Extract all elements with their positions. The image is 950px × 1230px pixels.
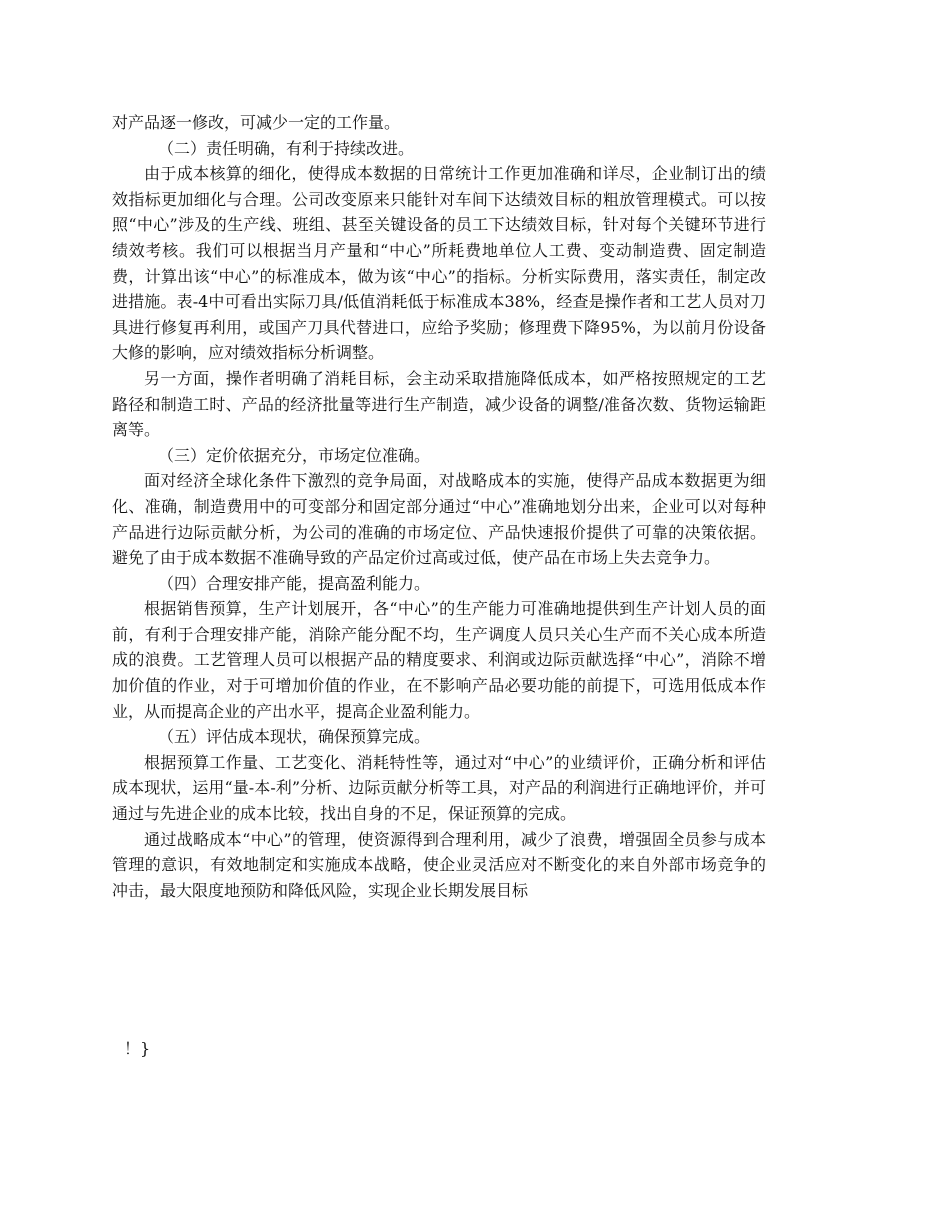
section-heading-5: （五）评估成本现状，确保预算完成。 bbox=[158, 727, 431, 747]
paragraph-pricing: 面对经济全球化条件下激烈的竞争局面，对战略成本的实施，使得产品成本数据更为细化、准确，制造费用中的可变部分和固定部分通过“中心”准确地划分出来，企业可以对每种产品进行边际贡献分析，为公司的准确的市场定位、产品快速报价提供了可靠的决策依据。避免了由于成本数据不准确导致的产品定价过高或过低，使产品在市场上失去竞争力。 bbox=[112, 471, 766, 568]
paragraph-operators: 另一方面，操作者明确了消耗目标，会主动采取措施降低成本，如严格按照规定的工艺路径和制造工时、产品的经济批量等进行生产制造，减少设备的调整/准备次数、货物运输距离等。 bbox=[112, 368, 766, 440]
paragraph-capacity: 根据销售预算，生产计划展开，各“中心”的生产能力可准确地提供到生产计划人员的面前，有利于合理安排产能，消除产能分配不均，生产调度人员只关心生产而不关心成本所造成的浪费。工艺管理人员可以根据产品的精度要求、利润或边际贡献选择“中心”，消除不增加价值的作业，对于可增加价值的作业，在不影响产品必要功能的前提下，可选用低成本作业，从而提高企业的产出水平，提高企业盈利能力。 bbox=[112, 599, 766, 721]
paragraph-conclusion: 通过战略成本“中心”的管理，使资源得到合理利用，减少了浪费，增强固全员参与成本管理的意识，有效地制定和实施成本战略，使企业灵活应对不断变化的来自外部市场竞争的冲击，最大限度地预防和降低风险，实现企业长期发展目标 bbox=[112, 829, 766, 900]
section-heading-4: （四）合理安排产能，提高盈利能力。 bbox=[158, 573, 431, 593]
paragraph-responsibility: 由于成本核算的细化，使得成本数据的日常统计工作更加准确和详尽，企业制订出的绩效指标更加细化与合理。公司改变原来只能针对车间下达绩效目标的粗放管理模式。可以按照“中心”涉及的生产线、班组、甚至关键设备的员工下达绩效目标，针对每个关键环节进行绩效考核。我们可以根据当月产量和“中心”所耗费地单位人工费、变动制造费、固定制造费，计算出该“中心”的标准成本，做为该“中心”的指标。分析实际费用，落实责任，制定改进措施。表-4中可看出实际刀具/低值消耗低于标准成本38%，经查是操作者和工艺人员对刀具进行修复再利用，或国产刀具代替进口，应给予奖励；修理费下降95%，为以前月份设备大修的影响，应对绩效指标分析调整。 bbox=[112, 164, 766, 363]
paragraph-continuation: 对产品逐一修改，可减少一定的工作量。 bbox=[112, 113, 401, 132]
document-body bbox=[112, 110, 766, 903]
paragraph-budget: 根据预算工作量、工艺变化、消耗特性等，通过对“中心”的业绩评价，正确分析和评估成本现状，运用“量-本-利”分析、边际贡献分析等工具，对产品的利润进行正确地评价，并可通过与先进企业的成本比较，找出自身的不足，保证预算的完成。 bbox=[112, 752, 766, 824]
end-mark: ！} bbox=[124, 1039, 151, 1058]
section-heading-2: （二）责任明确，有利于持续改进。 bbox=[158, 138, 415, 158]
section-heading-3: （三）定价依据充分，市场定位准确。 bbox=[158, 445, 431, 465]
